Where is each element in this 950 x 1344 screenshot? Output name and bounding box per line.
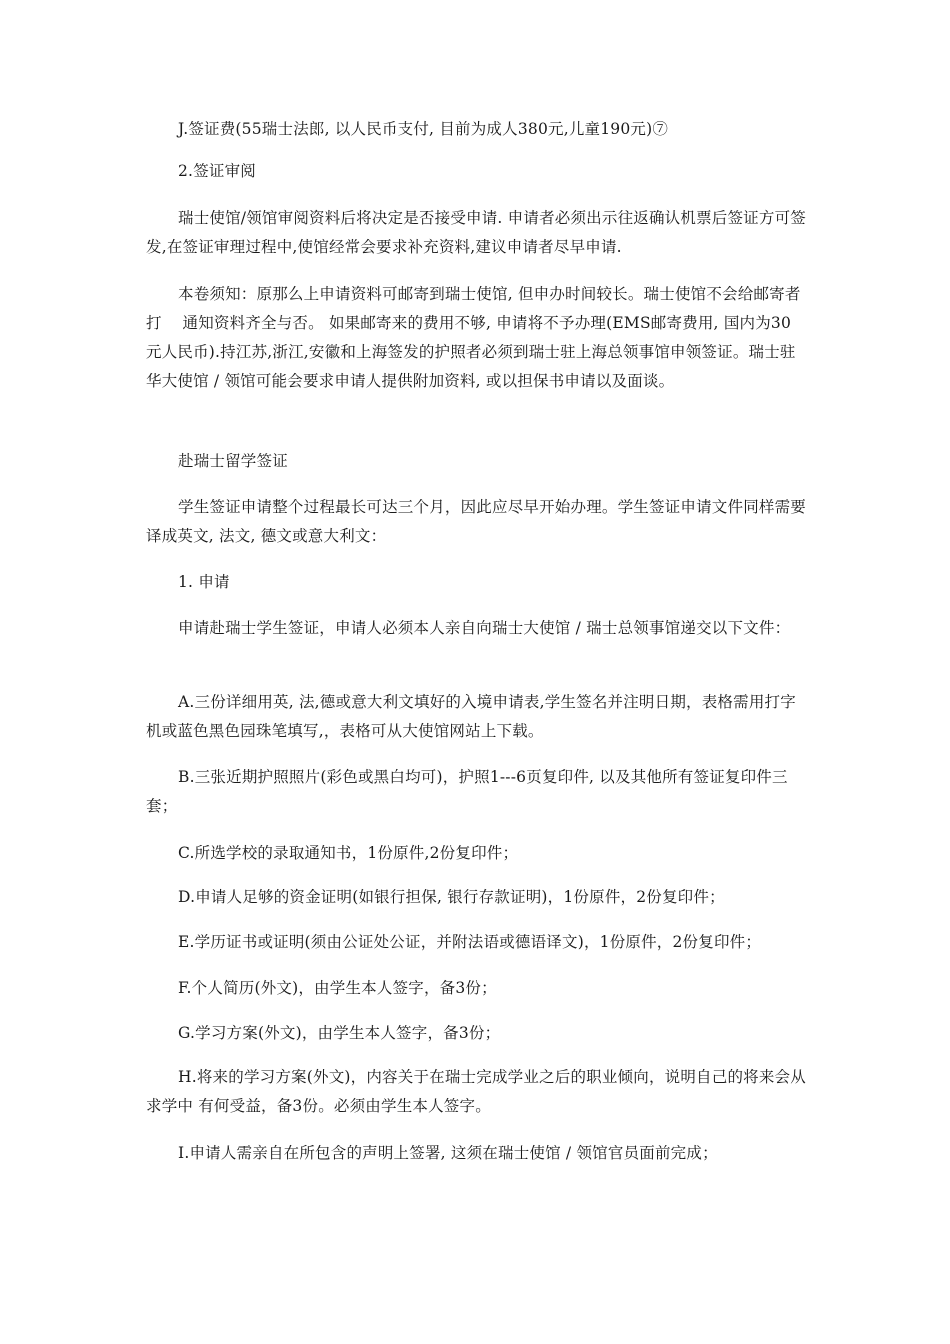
paragraph-application-docs: 申请赴瑞士学生签证，申请人必须本人亲自向瑞士大使馆 / 瑞士总领事馆递交以下文件： bbox=[178, 619, 791, 637]
heading-application: 1. 申请 bbox=[178, 573, 230, 591]
list-item-f: F.个人简历(外文)，由学生本人签字，备3份； bbox=[178, 979, 497, 997]
heading-visa-review: 2.签证审阅 bbox=[178, 162, 256, 180]
list-item-c: C.所选学校的录取通知书，1份原件,2份复印件； bbox=[178, 844, 519, 862]
list-item-e: E.学历证书或证明(须由公证处公证，并附法语或德语译文)，1份原件，2份复印件； bbox=[178, 933, 762, 951]
paragraph-notice: 本卷须知：原那么上申请资料可邮寄到瑞士使馆, 但申办时间较长。瑞士使馆不会给邮寄者打 通知资料齐全与否。 如果邮寄来的费用不够, 申请将不予办理(EMS邮寄费用, 国内为30元人民币).持江苏,浙江,安徽和上海签发的护照者必须到瑞士驻上海总领事馆申领签证。瑞士驻华大使馆 / 领馆可能会要求申请人提供附加资料, 或以担保书申请以及面谈。 bbox=[146, 285, 801, 390]
list-item-g: G.学习方案(外文)，由学生本人签字，备3份； bbox=[178, 1024, 501, 1042]
list-item-h: H.将来的学习方案(外文)，内容关于在瑞士完成学业之后的职业倾向，说明自己的将来会从求学中 有何受益，备3份。必须由学生本人签字。 bbox=[146, 1068, 806, 1115]
paragraph-study-visa-intro: 学生签证申请整个过程最长可达三个月，因此应尽早开始办理。学生签证申请文件同样需要译成英文, 法文, 德文或意大利文： bbox=[146, 498, 807, 545]
list-item-i: I.申请人需亲自在所包含的声明上签署, 这须在瑞士使馆 / 领馆官员面前完成； bbox=[178, 1144, 718, 1162]
heading-study-visa: 赴瑞士留学签证 bbox=[178, 452, 288, 470]
paragraph-review-process: 瑞士使馆/领馆审阅资料后将决定是否接受申请. 申请者必须出示往返确认机票后签证方可签发,在签证审理过程中,使馆经常会要求补充资料,建议申请者尽早申请. bbox=[146, 209, 806, 256]
list-item-b: B.三张近期护照照片(彩色或黑白均可)，护照1---6页复印件, 以及其他所有签证复印件三套； bbox=[146, 768, 788, 815]
list-item-d: D.申请人足够的资金证明(如银行担保, 银行存款证明)，1份原件，2份复印件； bbox=[178, 888, 725, 906]
paragraph-visa-fee: J.签证费(55瑞士法郎, 以人民币支付, 目前为成人380元,儿童190元)⑦ bbox=[178, 120, 669, 138]
list-item-a: A.三份详细用英, 法,德或意大利文填好的入境申请表,学生签名并注明日期，表格需用打字机或蓝色黑色园珠笔填写,，表格可从大使馆网站上下载。 bbox=[146, 693, 796, 740]
